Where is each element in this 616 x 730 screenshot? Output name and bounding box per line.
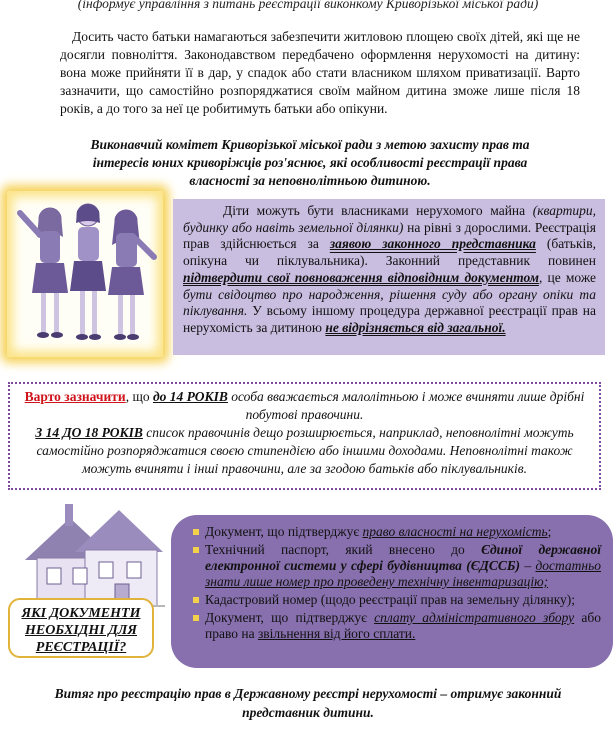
intro-paragraph: Досить часто батьки намагаються забезпечити житловою площею своїх дітей, які ще не досягли повноліття. Законодавством передбачено оформлення нерухомості на дитину: вона може прийняти її в дар, у спадок або стати власником шляхом приватизації. Варто зазначити, що самостійно розпоряджатися своїм майном дитина зможе лише після 18 років, а до того за неї це робитимуть батьки або опікуни. [60,29,580,116]
doc1-text: Документ, що підтверджує [205,524,363,539]
children-illustration [10,193,162,355]
list-item [193,524,601,540]
explain-paragraph: Виконавчий комітет Криворізької міської ради з метою захисту прав та інтересів юних криворіжців роз'яснює, які особливості реєстрації права власності за неповнолітньою дитиною. [90,137,530,188]
confirm-authority: підтвердити свої повноваження відповідним документом [183,269,539,285]
doc2-system: Єдиної державної електронної системи у сфері будівництва (ЄДССБ) [205,542,601,573]
doc4-text: Документ, що підтверджує [205,610,375,625]
bullet-icon [193,615,199,621]
doc1-end: ; [547,524,552,539]
bullet-icon [193,529,199,535]
bullet-icon [193,547,199,553]
age-14-18-text: список правочинів дещо розширюється, наприклад, неповнолітні можуть самостійно розпоряджатися своєю стипендією або іншими доходами. Неповнолітні також можуть вчиняти і інші правочини, але за згодою батьків або піклувальників. [36,425,574,476]
ownership-text-5: (батьків, опікуна чи піклувальника). Законний представник повинен [183,236,597,269]
documents-list [193,524,601,642]
doc4-text-2: або право на [205,610,601,641]
ownership-text-7: , це може [538,269,596,285]
header-subtitle: (інформує управління з питань реєстрації виконкому Криворізької міської ради) [77,0,539,11]
list-item [193,610,601,642]
ownership-paragraph [183,203,596,337]
age-14-18-label: З 14 ДО 18 РОКІВ [35,425,143,440]
not-different: не відрізняється від загальної. [325,319,506,335]
footer-note: Витяг про реєстрацію прав в Державному реєстрі нерухомості – отримує законний представник дитини. [54,686,562,720]
ownership-info-box [173,199,605,355]
house-illustration [15,500,165,610]
age-under-14-label: до 14 РОКІВ [152,389,228,404]
ownership-text-1: Діти можуть бути власниками нерухомого майна [223,203,533,218]
property-types: (квартири, будинку або навіть земельної ділянки) [183,203,596,235]
documents-list-box [171,515,613,668]
document-examples: бути свідоцтво про народження, рішення суду або органу опіки та піклування. [183,286,596,319]
age-under-14-text: особа вважається малолітньою і може вчиняти лише дрібні побутові правочини. [227,389,585,422]
doc4-exemption: звільнення від його сплати. [257,626,416,641]
list-item [193,592,601,608]
doc3-text: Кадастровий номер (щодо реєстрації прав на земельну ділянку); [205,592,576,607]
doc2-text: Технічний паспорт, який внесено до [205,542,482,557]
doc2-note: достатньо знати лише номер про проведену технічну інвентаризацію; [205,558,602,589]
representative-statement: заявою законного представника [329,236,536,252]
ownership-text-3: на рівні з дорослими. Реєстрація прав здійснюється за [183,219,596,252]
age-text-2: , що [125,389,153,404]
list-item [193,542,601,590]
bullet-icon [193,597,199,603]
doc1-emphasis: право власності на нерухомість [362,524,548,539]
note-label: Варто зазначити [24,389,126,404]
doc4-fee: сплату адміністративного збору [374,610,575,625]
ownership-text-9: У всьому іншому процедура державної реєстрації прав на нерухомість за дитиною [183,303,596,335]
age-under-14 [18,388,591,424]
age-note-box [8,382,601,490]
doc2-dash: – [519,558,536,573]
documents-heading: ЯКІ ДОКУМЕНТИ НЕОБХІДНІ ДЛЯ РЕЄСТРАЦІЇ? [8,598,154,658]
age-14-18 [18,424,591,478]
